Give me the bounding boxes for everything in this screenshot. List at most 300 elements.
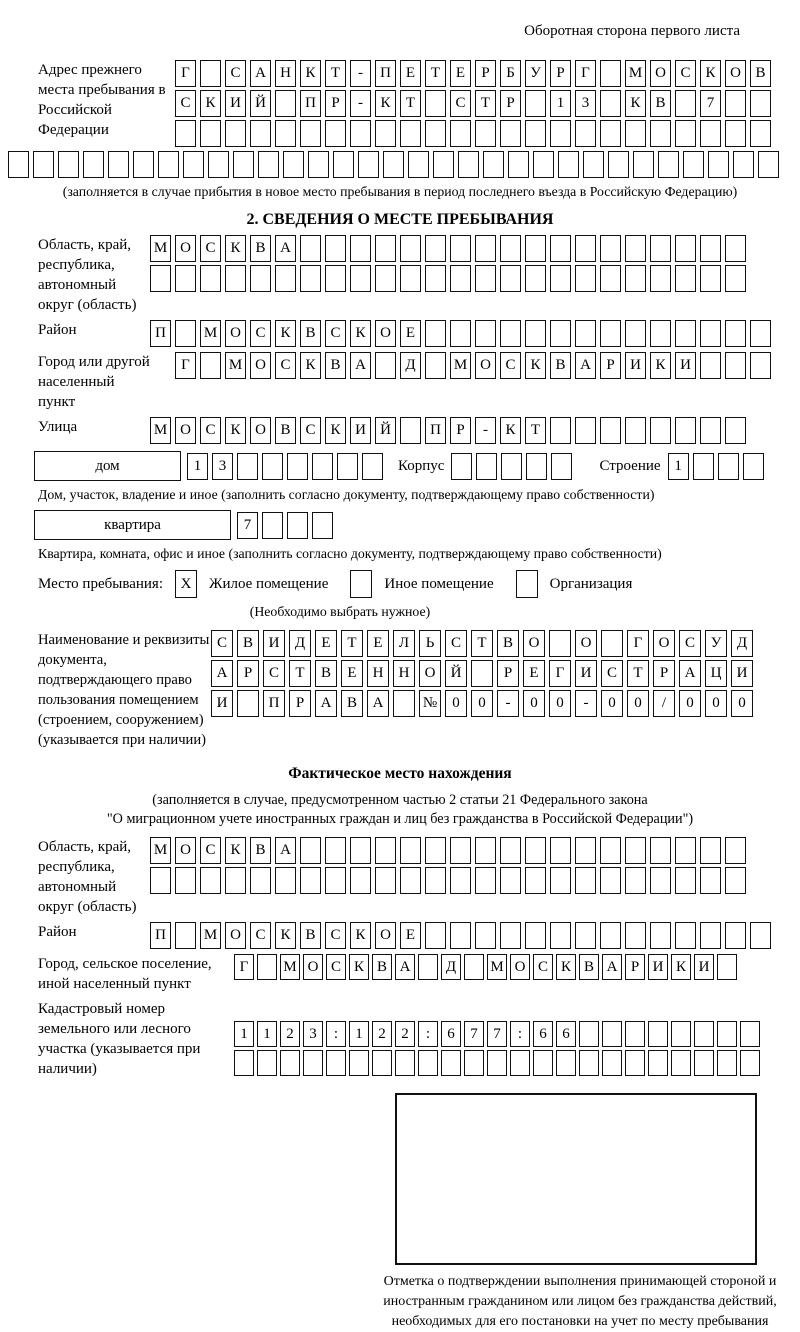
char-box: 7 [487, 1021, 507, 1047]
char-box [750, 352, 771, 379]
char-box: О [175, 235, 196, 262]
char-box: О [575, 630, 597, 657]
char-box [694, 1050, 714, 1076]
field-actual-region [8, 837, 792, 917]
char-box: 0 [445, 690, 467, 717]
char-box: К [375, 90, 396, 117]
char-box: М [450, 352, 471, 379]
char-box: Е [341, 660, 363, 687]
char-box: Т [325, 60, 346, 87]
char-box [700, 120, 721, 147]
char-box [501, 453, 522, 480]
stroenie-label: Строение [599, 457, 661, 474]
char-box: 1 [668, 453, 689, 480]
char-box [700, 837, 721, 864]
char-box [200, 60, 221, 87]
char-box [675, 235, 696, 262]
char-box [600, 417, 621, 444]
char-box: Г [549, 660, 571, 687]
korpus-cells [451, 453, 572, 480]
char-row [150, 320, 771, 347]
char-box: Й [375, 417, 396, 444]
char-box: О [250, 417, 271, 444]
char-box: - [350, 90, 371, 117]
char-box [350, 837, 371, 864]
char-box: А [602, 954, 622, 980]
char-box [300, 235, 321, 262]
char-box [717, 954, 737, 980]
char-box [750, 320, 771, 347]
char-box: К [200, 90, 221, 117]
char-box: 0 [471, 690, 493, 717]
char-box: И [263, 630, 285, 657]
char-box [425, 90, 446, 117]
char-box: С [326, 954, 346, 980]
char-box [408, 151, 429, 178]
char-box: 0 [601, 690, 623, 717]
char-box [500, 265, 521, 292]
char-box [525, 265, 546, 292]
char-box [372, 1050, 392, 1076]
char-box [150, 867, 171, 894]
char-box: Е [400, 922, 421, 949]
actual-location-note-1: (заполняется в случае, предусмотренном частью 2 статьи 21 Федерального закона [152, 792, 648, 808]
char-box [556, 1050, 576, 1076]
char-box [700, 867, 721, 894]
previous-address-overflow-row [8, 151, 792, 178]
char-box: - [350, 60, 371, 87]
char-box: В [250, 837, 271, 864]
char-box: И [675, 352, 696, 379]
char-box: К [700, 60, 721, 87]
char-box: И [625, 352, 646, 379]
char-box [325, 120, 346, 147]
char-box [740, 1021, 760, 1047]
char-box: А [275, 837, 296, 864]
char-box: Р [450, 417, 471, 444]
stroenie-cells [668, 453, 764, 480]
char-row [211, 690, 753, 717]
char-box [300, 120, 321, 147]
char-box: К [625, 90, 646, 117]
char-box: К [349, 954, 369, 980]
actual-location-title: Фактическое место нахождения [288, 765, 512, 782]
char-box: 6 [556, 1021, 576, 1047]
char-box: С [200, 417, 221, 444]
char-box: Д [731, 630, 753, 657]
char-box [600, 90, 621, 117]
char-box: В [300, 922, 321, 949]
char-box: К [300, 60, 321, 87]
char-box [200, 265, 221, 292]
char-box [475, 837, 496, 864]
char-box: С [300, 417, 321, 444]
char-box [750, 90, 771, 117]
previous-address-label: Адрес прежнего места пребывания в Российской Федерации [38, 62, 166, 138]
char-row [211, 660, 753, 687]
char-box [400, 265, 421, 292]
char-box: О [650, 60, 671, 87]
char-box [650, 922, 671, 949]
char-box [579, 1050, 599, 1076]
char-box [450, 235, 471, 262]
char-box [625, 1050, 645, 1076]
char-box: И [575, 660, 597, 687]
char-box [362, 453, 383, 480]
char-box: К [671, 954, 691, 980]
char-box: Г [627, 630, 649, 657]
char-box [602, 1050, 622, 1076]
char-box: 0 [731, 690, 753, 717]
char-box [312, 453, 333, 480]
char-box: С [445, 630, 467, 657]
char-box [451, 453, 472, 480]
char-box: : [418, 1021, 438, 1047]
char-box [375, 837, 396, 864]
char-box: Е [400, 320, 421, 347]
char-box: Е [315, 630, 337, 657]
char-box: 1 [187, 453, 208, 480]
section2-title: 2. СВЕДЕНИЯ О МЕСТЕ ПРЕБЫВАНИЯ [246, 211, 554, 228]
char-box: Р [475, 60, 496, 87]
char-box [717, 1021, 737, 1047]
char-box [418, 1050, 438, 1076]
char-box: 2 [395, 1021, 415, 1047]
char-box [418, 954, 438, 980]
char-box [525, 320, 546, 347]
char-box: К [350, 922, 371, 949]
char-box [675, 417, 696, 444]
char-box [500, 922, 521, 949]
char-box [200, 120, 221, 147]
char-box: 7 [237, 512, 258, 539]
char-box [475, 120, 496, 147]
actual-city-label: Город, сельское поселение, иной населенный пункт [38, 956, 212, 992]
char-box [450, 120, 471, 147]
char-box: 7 [700, 90, 721, 117]
char-box: Л [393, 630, 415, 657]
char-box [280, 1050, 300, 1076]
char-box [625, 320, 646, 347]
char-box: А [315, 690, 337, 717]
char-box [250, 867, 271, 894]
char-row [234, 1050, 760, 1076]
char-box [575, 922, 596, 949]
stamp-caption: Отметка о подтверждении выполнения принимающей стороной и иностранным гражданином или лицом без гражданства действий, необходимых для его постановки на учет по месту пребывания [383, 1274, 777, 1329]
char-box [300, 837, 321, 864]
previous-address-grid [175, 60, 771, 147]
char-box: И [694, 954, 714, 980]
char-box [303, 1050, 323, 1076]
stay-type-label: Место пребывания: [38, 575, 163, 592]
char-box: В [341, 690, 363, 717]
char-box: 3 [303, 1021, 323, 1047]
char-row [150, 417, 746, 444]
char-box: М [150, 837, 171, 864]
cadastre-label: Кадастровый номер земельного или лесного участка (указывается при наличии) [38, 1001, 201, 1077]
char-box [650, 837, 671, 864]
char-box [325, 837, 346, 864]
char-box [458, 151, 479, 178]
char-box [257, 954, 277, 980]
char-box: М [625, 60, 646, 87]
actual-district-label: Район [38, 924, 77, 940]
house-caption: Дом, участок, владение и иное (заполнить согласно документу, подтверждающему право собственности) [38, 487, 655, 502]
char-box [225, 120, 246, 147]
char-box [525, 922, 546, 949]
apartment-row [34, 510, 792, 540]
field-actual-district [8, 922, 792, 949]
char-box: Т [425, 60, 446, 87]
actual-district-grid [150, 922, 771, 949]
char-box [500, 320, 521, 347]
ownership-document-grid [211, 630, 753, 717]
char-box [675, 320, 696, 347]
char-box [375, 120, 396, 147]
char-box [425, 265, 446, 292]
char-box [725, 867, 746, 894]
char-box [308, 151, 329, 178]
region-label: Область, край, республика, автономный округ (область) [38, 237, 137, 313]
char-box: С [200, 837, 221, 864]
char-box: М [280, 954, 300, 980]
char-box [275, 265, 296, 292]
char-box: 0 [549, 690, 571, 717]
korpus-label: Корпус [398, 457, 445, 474]
field-ownership-document [8, 630, 792, 750]
char-box: К [225, 417, 246, 444]
char-box [671, 1021, 691, 1047]
char-box [375, 352, 396, 379]
char-box: К [350, 320, 371, 347]
char-box [533, 1050, 553, 1076]
char-box [625, 922, 646, 949]
char-box [740, 1050, 760, 1076]
char-box [400, 417, 421, 444]
checkbox-organization [516, 570, 538, 598]
char-box [350, 120, 371, 147]
char-box [700, 265, 721, 292]
char-box [725, 417, 746, 444]
char-box: П [375, 60, 396, 87]
char-box: С [675, 60, 696, 87]
char-box [725, 265, 746, 292]
char-box: А [367, 690, 389, 717]
char-box [237, 453, 258, 480]
char-box [395, 1050, 415, 1076]
char-row [150, 265, 746, 292]
apartment-type-box: квартира [34, 510, 231, 540]
char-box [208, 151, 229, 178]
char-box [450, 867, 471, 894]
char-box: Г [175, 352, 196, 379]
char-box: Д [400, 352, 421, 379]
char-box: Й [445, 660, 467, 687]
char-box: Н [367, 660, 389, 687]
char-box: К [275, 320, 296, 347]
char-box: О [175, 417, 196, 444]
actual-region-label: Область, край, республика, автономный округ (область) [38, 839, 137, 915]
char-row [150, 837, 746, 864]
char-box: 7 [464, 1021, 484, 1047]
char-box: В [372, 954, 392, 980]
char-box: М [487, 954, 507, 980]
char-box [743, 453, 764, 480]
char-box: О [175, 837, 196, 864]
char-box: Е [523, 660, 545, 687]
char-box [675, 867, 696, 894]
char-box [600, 120, 621, 147]
char-box [602, 1021, 622, 1047]
char-box [650, 120, 671, 147]
char-box [58, 151, 79, 178]
char-box [312, 512, 333, 539]
char-box [400, 235, 421, 262]
field-cadastre [8, 999, 792, 1079]
char-box: 1 [349, 1021, 369, 1047]
option-label-residential: Жилое помещение [209, 575, 329, 592]
char-box [475, 320, 496, 347]
char-box [675, 922, 696, 949]
char-box: О [475, 352, 496, 379]
char-box: 2 [280, 1021, 300, 1047]
char-box [175, 867, 196, 894]
char-box: В [300, 320, 321, 347]
char-box [425, 837, 446, 864]
checkbox-other-premises [350, 570, 372, 598]
char-box: У [705, 630, 727, 657]
char-box: С [325, 320, 346, 347]
char-box [625, 1021, 645, 1047]
char-box [550, 417, 571, 444]
char-box [337, 453, 358, 480]
district-grid [150, 320, 771, 347]
char-box [425, 352, 446, 379]
char-box [325, 867, 346, 894]
char-box [350, 867, 371, 894]
char-box [725, 922, 746, 949]
char-box [175, 265, 196, 292]
char-box: О [225, 922, 246, 949]
house-row [34, 451, 792, 481]
char-box: Д [441, 954, 461, 980]
char-box: 1 [550, 90, 571, 117]
char-box [262, 512, 283, 539]
char-box: Ь [419, 630, 441, 657]
char-box [708, 151, 729, 178]
char-box [225, 867, 246, 894]
char-box [633, 151, 654, 178]
char-box [550, 120, 571, 147]
char-box [551, 453, 572, 480]
char-box [425, 120, 446, 147]
char-box [375, 235, 396, 262]
char-box: М [150, 235, 171, 262]
char-box [400, 867, 421, 894]
char-row [175, 60, 771, 87]
char-box [233, 151, 254, 178]
char-box [575, 120, 596, 147]
char-box [526, 453, 547, 480]
char-box [694, 1021, 714, 1047]
char-box: Р [500, 90, 521, 117]
char-box: С [450, 90, 471, 117]
char-box: А [211, 660, 233, 687]
char-box [200, 352, 221, 379]
char-box: : [326, 1021, 346, 1047]
char-box [383, 151, 404, 178]
char-box [175, 120, 196, 147]
char-box: Р [600, 352, 621, 379]
char-box: М [150, 417, 171, 444]
char-box: К [225, 837, 246, 864]
char-box: К [650, 352, 671, 379]
previous-address-caption: (заполняется в случае прибытия в новое место пребывания в период последнего въезда в Российскую Федерацию) [62, 184, 738, 199]
char-box [750, 120, 771, 147]
char-box: М [200, 320, 221, 347]
char-box: - [575, 690, 597, 717]
char-box: А [275, 235, 296, 262]
char-box [475, 922, 496, 949]
char-box: Т [471, 630, 493, 657]
char-box [600, 922, 621, 949]
char-box: 0 [627, 690, 649, 717]
char-box: О [510, 954, 530, 980]
street-grid [150, 417, 746, 444]
char-box [717, 1050, 737, 1076]
char-box [234, 1050, 254, 1076]
char-box [725, 235, 746, 262]
char-box [600, 867, 621, 894]
char-box [225, 265, 246, 292]
char-box: 1 [257, 1021, 277, 1047]
char-box: В [650, 90, 671, 117]
char-box [625, 235, 646, 262]
char-box: В [237, 630, 259, 657]
char-box [525, 120, 546, 147]
char-box [601, 630, 623, 657]
char-box [237, 690, 259, 717]
char-box [625, 417, 646, 444]
char-box [700, 320, 721, 347]
char-box [510, 1050, 530, 1076]
char-box: С [500, 352, 521, 379]
char-box [375, 867, 396, 894]
char-box [350, 235, 371, 262]
char-row [234, 1021, 760, 1047]
char-box [600, 837, 621, 864]
char-box: 3 [575, 90, 596, 117]
field-region [8, 235, 792, 315]
district-label: Район [38, 322, 77, 338]
option-label-other-premises: Иное помещение [384, 575, 494, 592]
char-box: А [395, 954, 415, 980]
char-box: С [175, 90, 196, 117]
char-box [550, 320, 571, 347]
char-box [600, 235, 621, 262]
char-box [675, 120, 696, 147]
char-box [658, 151, 679, 178]
field-previous-address [8, 60, 792, 147]
char-box [650, 235, 671, 262]
char-box [287, 512, 308, 539]
char-box [648, 1050, 668, 1076]
char-box [425, 867, 446, 894]
char-box: Д [289, 630, 311, 657]
char-box [300, 265, 321, 292]
char-box [525, 837, 546, 864]
char-box: Ц [705, 660, 727, 687]
